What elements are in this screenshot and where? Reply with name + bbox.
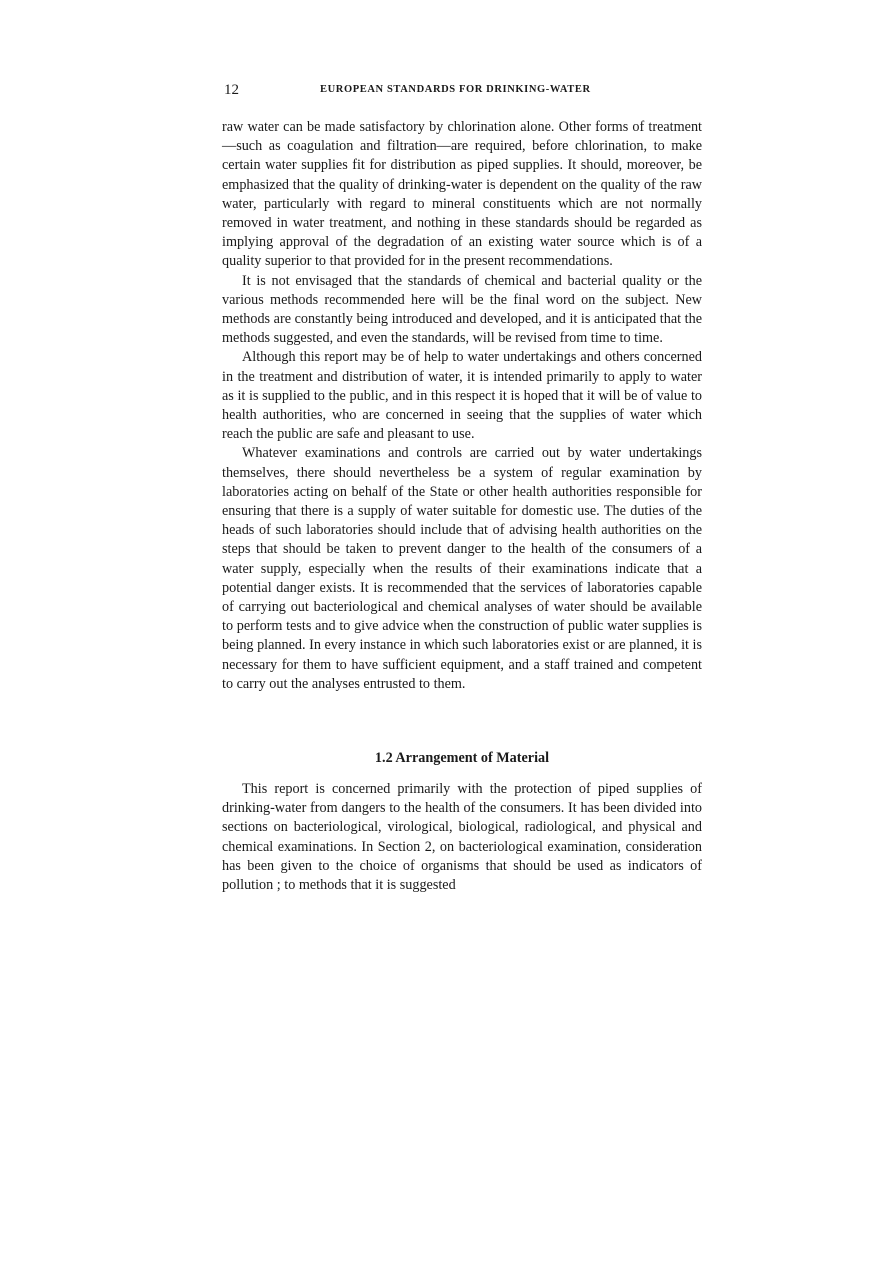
running-header [224, 82, 704, 100]
paragraph: It is not envisaged that the standards of chemical and bacterial quality or the various methods recommended here will be the final word on the subject. New methods are constantly being introduced and developed, and it is anticipated that the methods suggested, and even the standards, will be revised from time to time. [222, 272, 702, 347]
body-text [222, 118, 702, 694]
paragraph: Although this report may be of help to water undertakings and others concerned in the treatment and distribution of water, it is intended primarily to apply to water as it is supplied to the public, and in this respect it is hoped that it will be of value to health authorities, who are concerned in seeing that the supplies of water which reach the public are safe and pleasant to use. [222, 349, 702, 443]
page-number: 12 [224, 82, 239, 98]
paragraph: This report is concerned primarily with the protection of piped supplies of drinking-water from dangers to the health of the consumers. It has been divided into sections on bacteriological, virological, biological, radiological, and physical and chemical examinations. In Section 2, on bacteriological examination, consideration has been given to the choice of organisms that should be used as indicators of pollution ; to methods that it is suggested [222, 781, 702, 894]
running-title: EUROPEAN STANDARDS FOR DRINKING-WATER [320, 84, 591, 95]
paragraph: raw water can be made satisfactory by chlorination alone. Other forms of treatment—such as coagulation and filtration—are required, before chlorination, to make certain water supplies fit for distribution as piped supplies. It should, moreover, be emphasized that the quality of drinking-water is dependent on the quality of the raw water, particularly with regard to mineral constituents which are not normally removed in water treatment, and nothing in these standards should be regarded as implying approval of the degradation of an existing water source which is of a quality superior to that provided for in the present recommendations. [222, 119, 702, 270]
section-heading: 1.2 Arrangement of Material [374, 750, 550, 766]
section-body-text [222, 780, 702, 895]
paragraph: Whatever examinations and controls are carried out by water undertakings themselves, there should nevertheless be a system of regular examination by laboratories acting on behalf of the State or other health authorities responsible for ensuring that there is a supply of water suitable for domestic use. The duties of the heads of such laboratories should include that of advising health authorities on the steps that should be taken to prevent danger to the health of the consumers of a water supply, especially when the results of their examinations indicate that a potential danger exists. It is recommended that the services of laboratories capable of carrying out bacteriological and chemical analyses of water should be available to perform tests and to give advice when the construction of public water supplies is being planned. In every instance in which such laboratories exist or are planned, it is necessary for them to have sufficient equipment, and a staff trained and competent to carry out the analyses entrusted to them. [222, 445, 702, 692]
